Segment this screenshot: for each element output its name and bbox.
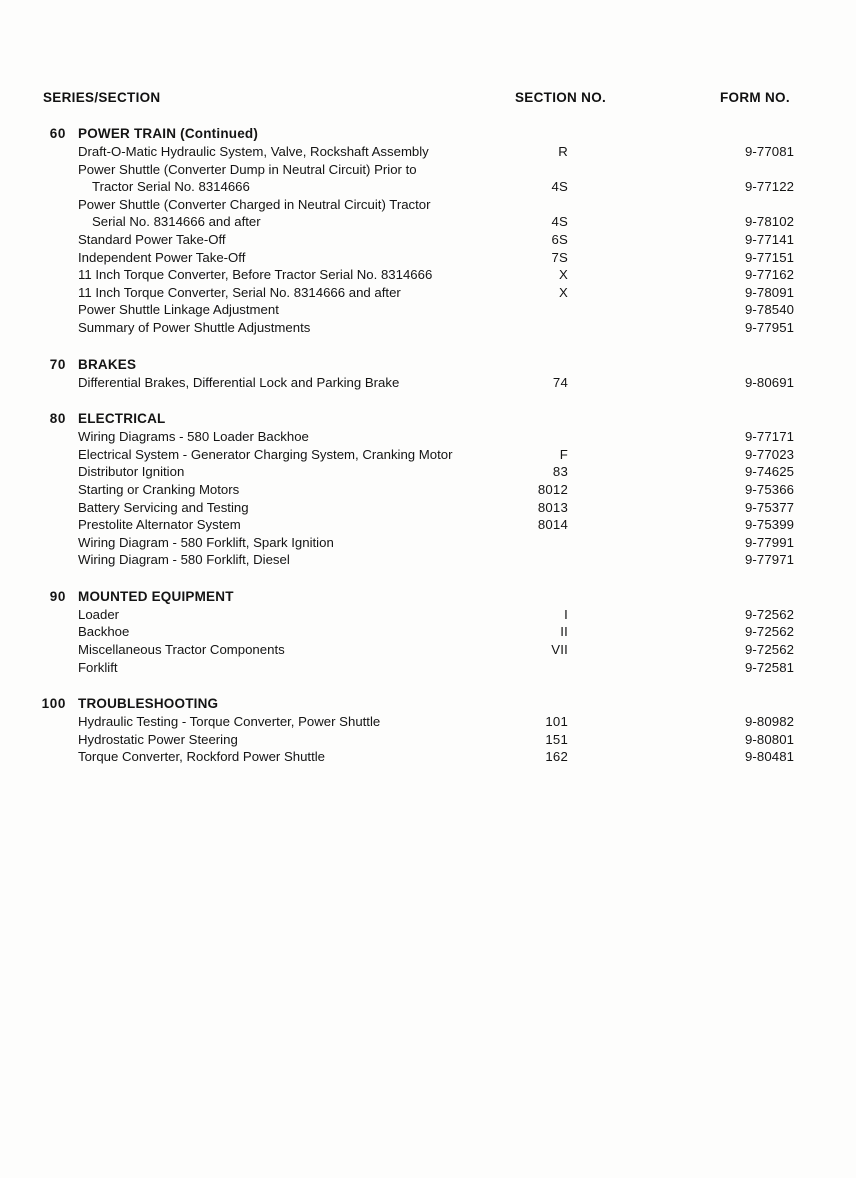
toc-entry-form-no: 9-72562 [745, 624, 795, 640]
toc-entry-form-no: 9-77991 [745, 534, 795, 550]
toc-entry-main [78, 196, 568, 214]
toc-entry[interactable] [0, 446, 856, 464]
toc-entry-section-no: F [559, 446, 568, 462]
toc-entry-main [78, 463, 568, 481]
dot-leader [124, 671, 563, 672]
dot-leader [296, 563, 563, 564]
toc-entry-main [78, 748, 568, 766]
toc-entry-label: Miscellaneous Tractor Components [78, 642, 285, 658]
toc-entry-section-no: 4S [551, 179, 568, 195]
toc-entry-form-no: 9-80481 [745, 749, 795, 765]
toc-entry-form-no: 9-78091 [745, 284, 795, 300]
toc-entry-form-no: 9-75366 [745, 481, 795, 497]
toc-entry-main [78, 428, 568, 446]
toc-group [0, 409, 856, 569]
toc-entry-label: Independent Power Take-Off [78, 249, 246, 265]
toc-entry-form-no: 9-78540 [745, 302, 795, 318]
toc-entry-main [78, 534, 568, 552]
dot-leader [135, 635, 555, 636]
toc-entry-section-no: 4S [551, 214, 568, 230]
toc-entry-form-no: 9-80982 [745, 714, 795, 730]
dot-leader [255, 511, 533, 512]
toc-entry-form-no: 9-77162 [745, 267, 795, 283]
toc-entry-section-no: X [559, 284, 568, 300]
toc-entry-section-no: 74 [552, 374, 568, 390]
toc-group-title: TROUBLESHOOTING [78, 696, 219, 712]
toc-entry-main [78, 623, 568, 641]
toc-entry-label: Backhoe [78, 624, 130, 640]
toc-entry-main [78, 516, 568, 534]
toc-entry-section-no: 162 [545, 749, 568, 765]
toc-group-number: 100 [41, 696, 66, 712]
toc-entry-label: Wiring Diagram - 580 Forklift, Spark Ignition [78, 534, 334, 550]
dot-leader [125, 618, 559, 619]
toc-entry[interactable] [0, 606, 856, 624]
toc-entry[interactable] [0, 231, 856, 249]
dot-leader [190, 475, 548, 476]
toc-entry-main [78, 266, 568, 284]
toc-entry-form-no: 9-74625 [745, 464, 795, 480]
toc-entry-form-no: 9-77171 [745, 429, 795, 445]
toc-group-number: 90 [49, 588, 66, 604]
toc-group-heading [0, 355, 856, 374]
dot-leader [405, 386, 548, 387]
table-of-contents [0, 124, 856, 766]
toc-entry-section-no: 6S [551, 231, 568, 247]
toc-entry-form-no: 9-75399 [745, 517, 795, 533]
toc-entry[interactable] [0, 499, 856, 517]
toc-group-number: 80 [49, 411, 66, 427]
toc-entry[interactable] [0, 659, 856, 677]
toc-entry-form-no: 9-77141 [745, 231, 795, 247]
toc-entry[interactable] [0, 161, 856, 179]
toc-entry-label: Forklift [78, 659, 118, 675]
toc-group-heading [0, 694, 856, 713]
toc-entry-main [78, 659, 568, 677]
toc-entry-section-no: 8014 [537, 517, 568, 533]
dot-leader [438, 278, 554, 279]
dot-leader [315, 440, 563, 441]
toc-entry-section-no: I [564, 606, 568, 622]
toc-entry-section-no: 101 [545, 714, 568, 730]
dot-leader [331, 760, 540, 761]
dot-leader [435, 155, 553, 156]
toc-entry-label: Wiring Diagrams - 580 Loader Backhoe [78, 429, 309, 445]
toc-entry-main [78, 551, 568, 569]
dot-leader [340, 546, 563, 547]
toc-entry-label: Differential Brakes, Differential Lock and Parking Brake [78, 374, 400, 390]
toc-group-title: POWER TRAIN (Continued) [78, 126, 259, 141]
toc-entry-main [78, 161, 568, 179]
dot-leader [256, 190, 547, 191]
toc-entry-main [78, 481, 568, 499]
dot-leader [407, 296, 554, 297]
toc-entry-form-no: 9-77122 [745, 179, 795, 195]
toc-group-title: ELECTRICAL [78, 411, 166, 427]
toc-entry[interactable] [0, 534, 856, 552]
toc-entry-main [92, 213, 568, 231]
toc-entry-section-no: 83 [552, 464, 568, 480]
dot-leader [245, 493, 533, 494]
toc-entry-main [78, 284, 568, 302]
toc-entry-main [78, 641, 568, 659]
toc-entry[interactable] [0, 428, 856, 446]
dot-leader [285, 313, 563, 314]
toc-entry-main [78, 446, 568, 464]
dot-leader [251, 261, 546, 262]
toc-entry-form-no: 9-80801 [745, 731, 795, 747]
toc-entry-section-no: 8012 [537, 481, 568, 497]
toc-entry-main [78, 143, 568, 161]
toc-group [0, 694, 856, 766]
toc-entry-main [78, 249, 568, 267]
toc-entry[interactable] [0, 301, 856, 319]
dot-leader [291, 653, 547, 654]
toc-group-title: BRAKES [78, 356, 137, 372]
toc-entry-label: Tractor Serial No. 8314666 [92, 179, 250, 195]
toc-entry-main [92, 178, 568, 196]
toc-entry-label: Loader [78, 606, 120, 622]
toc-entry-label: Summary of Power Shuttle Adjustments [78, 319, 311, 335]
toc-entry[interactable] [0, 463, 856, 481]
toc-entry-main [78, 301, 568, 319]
toc-entry-label: Power Shuttle (Converter Charged in Neutral Circuit) Tractor [78, 196, 431, 212]
toc-entry-form-no: 9-75377 [745, 499, 795, 515]
toc-entry-label: Power Shuttle Linkage Adjustment [78, 302, 279, 318]
toc-entry-section-no: 7S [551, 249, 568, 265]
toc-entry[interactable] [0, 481, 856, 499]
toc-entry-form-no: 9-77023 [745, 446, 795, 462]
toc-entry[interactable] [0, 213, 856, 231]
toc-entry[interactable] [0, 748, 856, 766]
toc-entry[interactable] [0, 516, 856, 534]
toc-entry-main [78, 319, 568, 337]
toc-entry-main [78, 231, 568, 249]
toc-entry-label: Wiring Diagram - 580 Forklift, Diesel [78, 552, 290, 568]
toc-entry-label: Power Shuttle (Converter Dump in Neutral Circuit) Prior to [78, 161, 417, 177]
toc-entry-label: Standard Power Take-Off [78, 231, 226, 247]
dot-leader [316, 331, 563, 332]
dot-leader [244, 743, 541, 744]
toc-entry-label: Hydraulic Testing - Torque Converter, Power Shuttle [78, 714, 381, 730]
toc-entry-main [78, 606, 568, 624]
toc-group-number: 60 [49, 126, 66, 141]
toc-entry-label: Serial No. 8314666 and after [92, 214, 261, 230]
toc-entry[interactable] [0, 641, 856, 659]
toc-group [0, 587, 856, 676]
toc-entry[interactable] [0, 319, 856, 337]
toc-entry-section-no: VII [551, 642, 568, 658]
toc-entry[interactable] [0, 266, 856, 284]
toc-entry-label: 11 Inch Torque Converter, Serial No. 8314666 and after [78, 284, 401, 300]
dot-leader [386, 725, 540, 726]
toc-entry-label: Electrical System - Generator Charging System, Cranking Motor [78, 446, 453, 462]
toc-entry-form-no: 9-77151 [745, 249, 795, 265]
toc-entry[interactable] [0, 551, 856, 569]
toc-entry-section-no: X [559, 267, 568, 283]
toc-entry[interactable] [0, 249, 856, 267]
toc-group-heading [0, 587, 856, 606]
toc-entry-form-no: 9-77971 [745, 552, 795, 568]
toc-entry-main [78, 731, 568, 749]
toc-entry-form-no: 9-80691 [745, 374, 795, 390]
toc-entry-main [78, 374, 568, 392]
toc-entry[interactable] [0, 284, 856, 302]
toc-group-number: 70 [49, 356, 66, 372]
toc-group-heading [0, 124, 856, 143]
toc-entry-label: Torque Converter, Rockford Power Shuttle [78, 749, 326, 765]
toc-group-title: MOUNTED EQUIPMENT [78, 588, 234, 604]
toc-entry[interactable] [0, 374, 856, 392]
toc-entry-form-no: 9-72562 [745, 642, 795, 658]
toc-entry-section-no: II [560, 624, 568, 640]
toc-entry-section-no: 151 [545, 731, 568, 747]
toc-entry-label: 11 Inch Torque Converter, Before Tractor Serial No. 8314666 [78, 267, 433, 283]
toc-entry-form-no: 9-78102 [745, 214, 795, 230]
toc-entry-main [78, 499, 568, 517]
toc-entry-label: Distributor Ignition [78, 464, 185, 480]
toc-entry-form-no: 9-77081 [745, 144, 795, 159]
toc-entry-form-no: 9-72581 [745, 659, 795, 675]
toc-entry[interactable] [0, 178, 856, 196]
toc-entry-section-no: R [558, 144, 568, 159]
dot-leader [459, 458, 555, 459]
column-header-section-no: SECTION NO. [515, 90, 607, 105]
toc-entry[interactable] [0, 143, 856, 161]
toc-entry-label: Draft-O-Matic Hydraulic System, Valve, Rockshaft Assembly [78, 144, 429, 159]
toc-entry-form-no: 9-77951 [745, 319, 795, 335]
toc-entry-label: Starting or Cranking Motors [78, 481, 240, 497]
toc-entry[interactable] [0, 623, 856, 641]
toc-entry-label: Battery Servicing and Testing [78, 499, 249, 515]
dot-leader [247, 528, 533, 529]
toc-entry[interactable] [0, 731, 856, 749]
toc-entry-main [78, 713, 568, 731]
toc-entry[interactable] [0, 196, 856, 214]
toc-group [0, 355, 856, 392]
toc-entry-section-no: 8013 [537, 499, 568, 515]
toc-group-heading [0, 409, 856, 428]
dot-leader [267, 225, 547, 226]
dot-leader [232, 243, 547, 244]
toc-entry[interactable] [0, 713, 856, 731]
column-header-series-section: SERIES/SECTION [43, 90, 161, 105]
column-header-form-no: FORM NO. [720, 90, 790, 105]
toc-entry-label: Prestolite Alternator System [78, 517, 241, 533]
toc-group [0, 124, 856, 337]
toc-entry-form-no: 9-72562 [745, 606, 795, 622]
toc-entry-label: Hydrostatic Power Steering [78, 731, 238, 747]
